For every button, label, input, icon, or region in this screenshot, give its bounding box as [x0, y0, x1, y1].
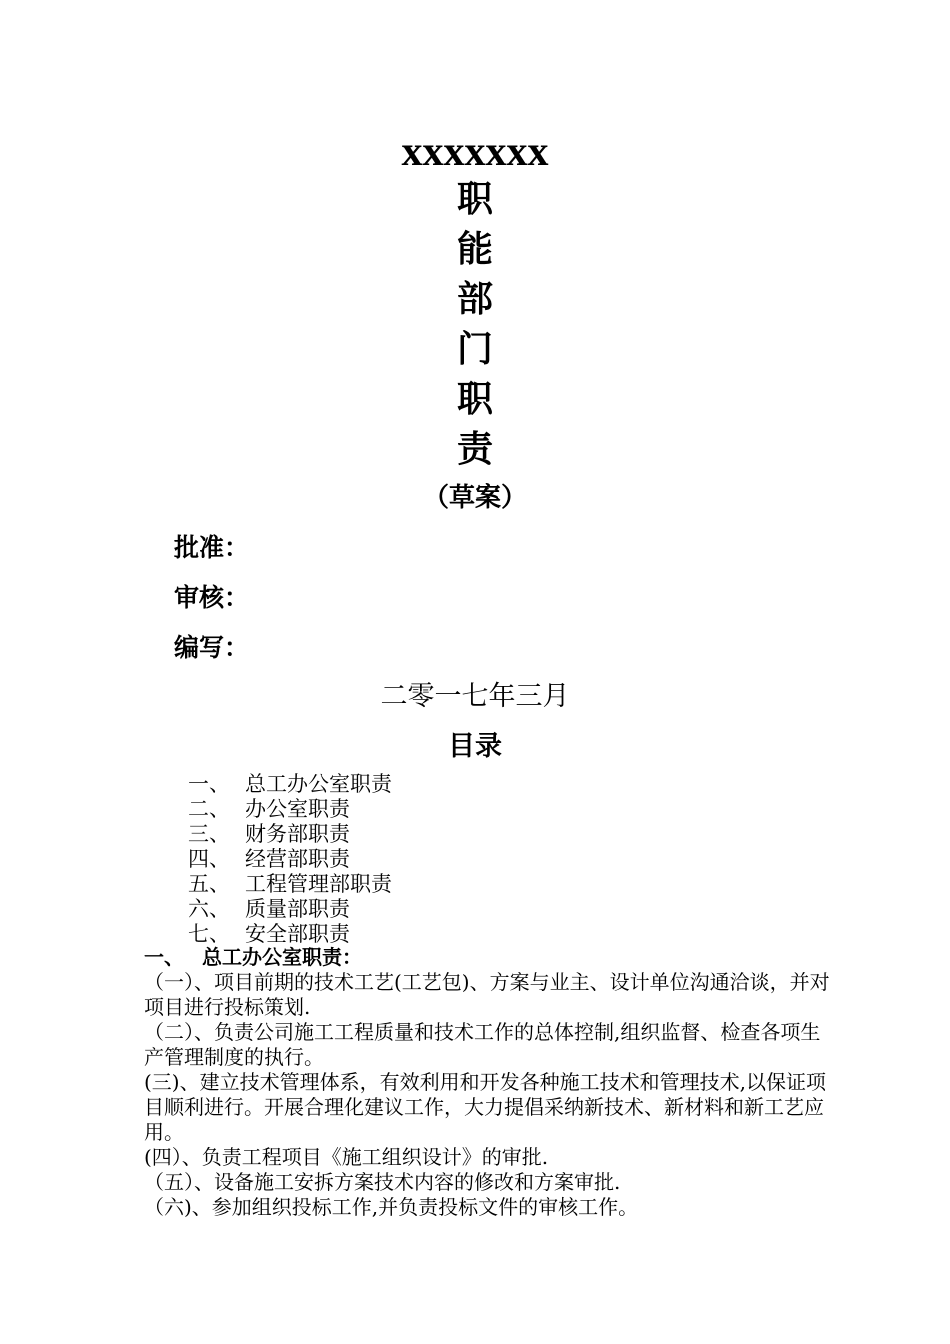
paragraph: （六)、参加组织投标工作,并负责投标文件的审核工作。 [144, 1195, 639, 1219]
toc-item-label: 办公室职责 [245, 797, 350, 821]
toc-item-label: 财务部职责 [245, 822, 350, 846]
toc-item-label: 安全部职责 [245, 922, 350, 946]
toc-item[interactable] [188, 772, 392, 797]
toc-item-label: 经营部职责 [245, 847, 350, 871]
toc-item[interactable] [188, 797, 392, 822]
section-title: 总工办公室职责： [202, 945, 362, 969]
toc-item-number: 六、 [188, 897, 230, 921]
toc-item-number: 一、 [188, 772, 230, 796]
paragraph: (三)、建立技术管理体系，有效利用和开发各种施工技术和管理技术,以保证项目顺利进行。开展合理化建议工作，大力提倡采纳新技术、新材料和新工艺应用。 [144, 1070, 826, 1144]
section-body [144, 970, 834, 1220]
section-heading [144, 944, 362, 970]
toc-item[interactable] [188, 822, 392, 847]
vertical-title-char: 责 [456, 429, 493, 470]
review-field: 审核： [174, 583, 250, 612]
approve-field: 批准： [174, 533, 250, 562]
toc-item[interactable] [188, 897, 392, 922]
document-date: 二零一七年三月 [380, 681, 570, 712]
vertical-title-char: 能 [456, 229, 493, 270]
toc-item-number: 四、 [188, 847, 230, 871]
toc-item-label: 工程管理部职责 [245, 872, 392, 896]
toc-item-number: 三、 [188, 822, 230, 846]
vertical-title-char: 职 [456, 179, 493, 220]
vertical-title-char: 职 [456, 379, 493, 420]
paragraph: （五）、设备施工安拆方案技术内容的修改和方案审批. [144, 1170, 621, 1194]
draft-label: （草案） [422, 483, 527, 513]
paragraph: (四）、负责工程项目《施工组织设计》的审批. [144, 1145, 549, 1169]
write-field: 编写： [174, 633, 250, 662]
toc-item-number: 五、 [188, 872, 230, 896]
toc-item-label: 总工办公室职责 [245, 772, 392, 796]
vertical-title-char: 门 [456, 329, 493, 370]
toc-item-number: 七、 [188, 922, 230, 946]
toc-item-number: 二、 [188, 797, 230, 821]
paragraph: （二）、负责公司施工工程质量和技术工作的总体控制,组织监督、检查各项生产管理制度的执行。 [144, 1020, 821, 1069]
toc-item[interactable] [188, 847, 392, 872]
table-of-contents [188, 772, 392, 947]
toc-item-label: 质量部职责 [245, 897, 350, 921]
paragraph: （一）、项目前期的技术工艺(工艺包)、方案与业主、设计单位沟通洽谈，并对项目进行投标策划. [144, 970, 830, 1019]
vertical-title-char: 部 [456, 279, 493, 320]
toc-title: 目录 [448, 731, 502, 762]
section-number: 一、 [144, 945, 184, 969]
document-title: xxxxxxx [401, 129, 549, 175]
toc-item[interactable] [188, 872, 392, 897]
